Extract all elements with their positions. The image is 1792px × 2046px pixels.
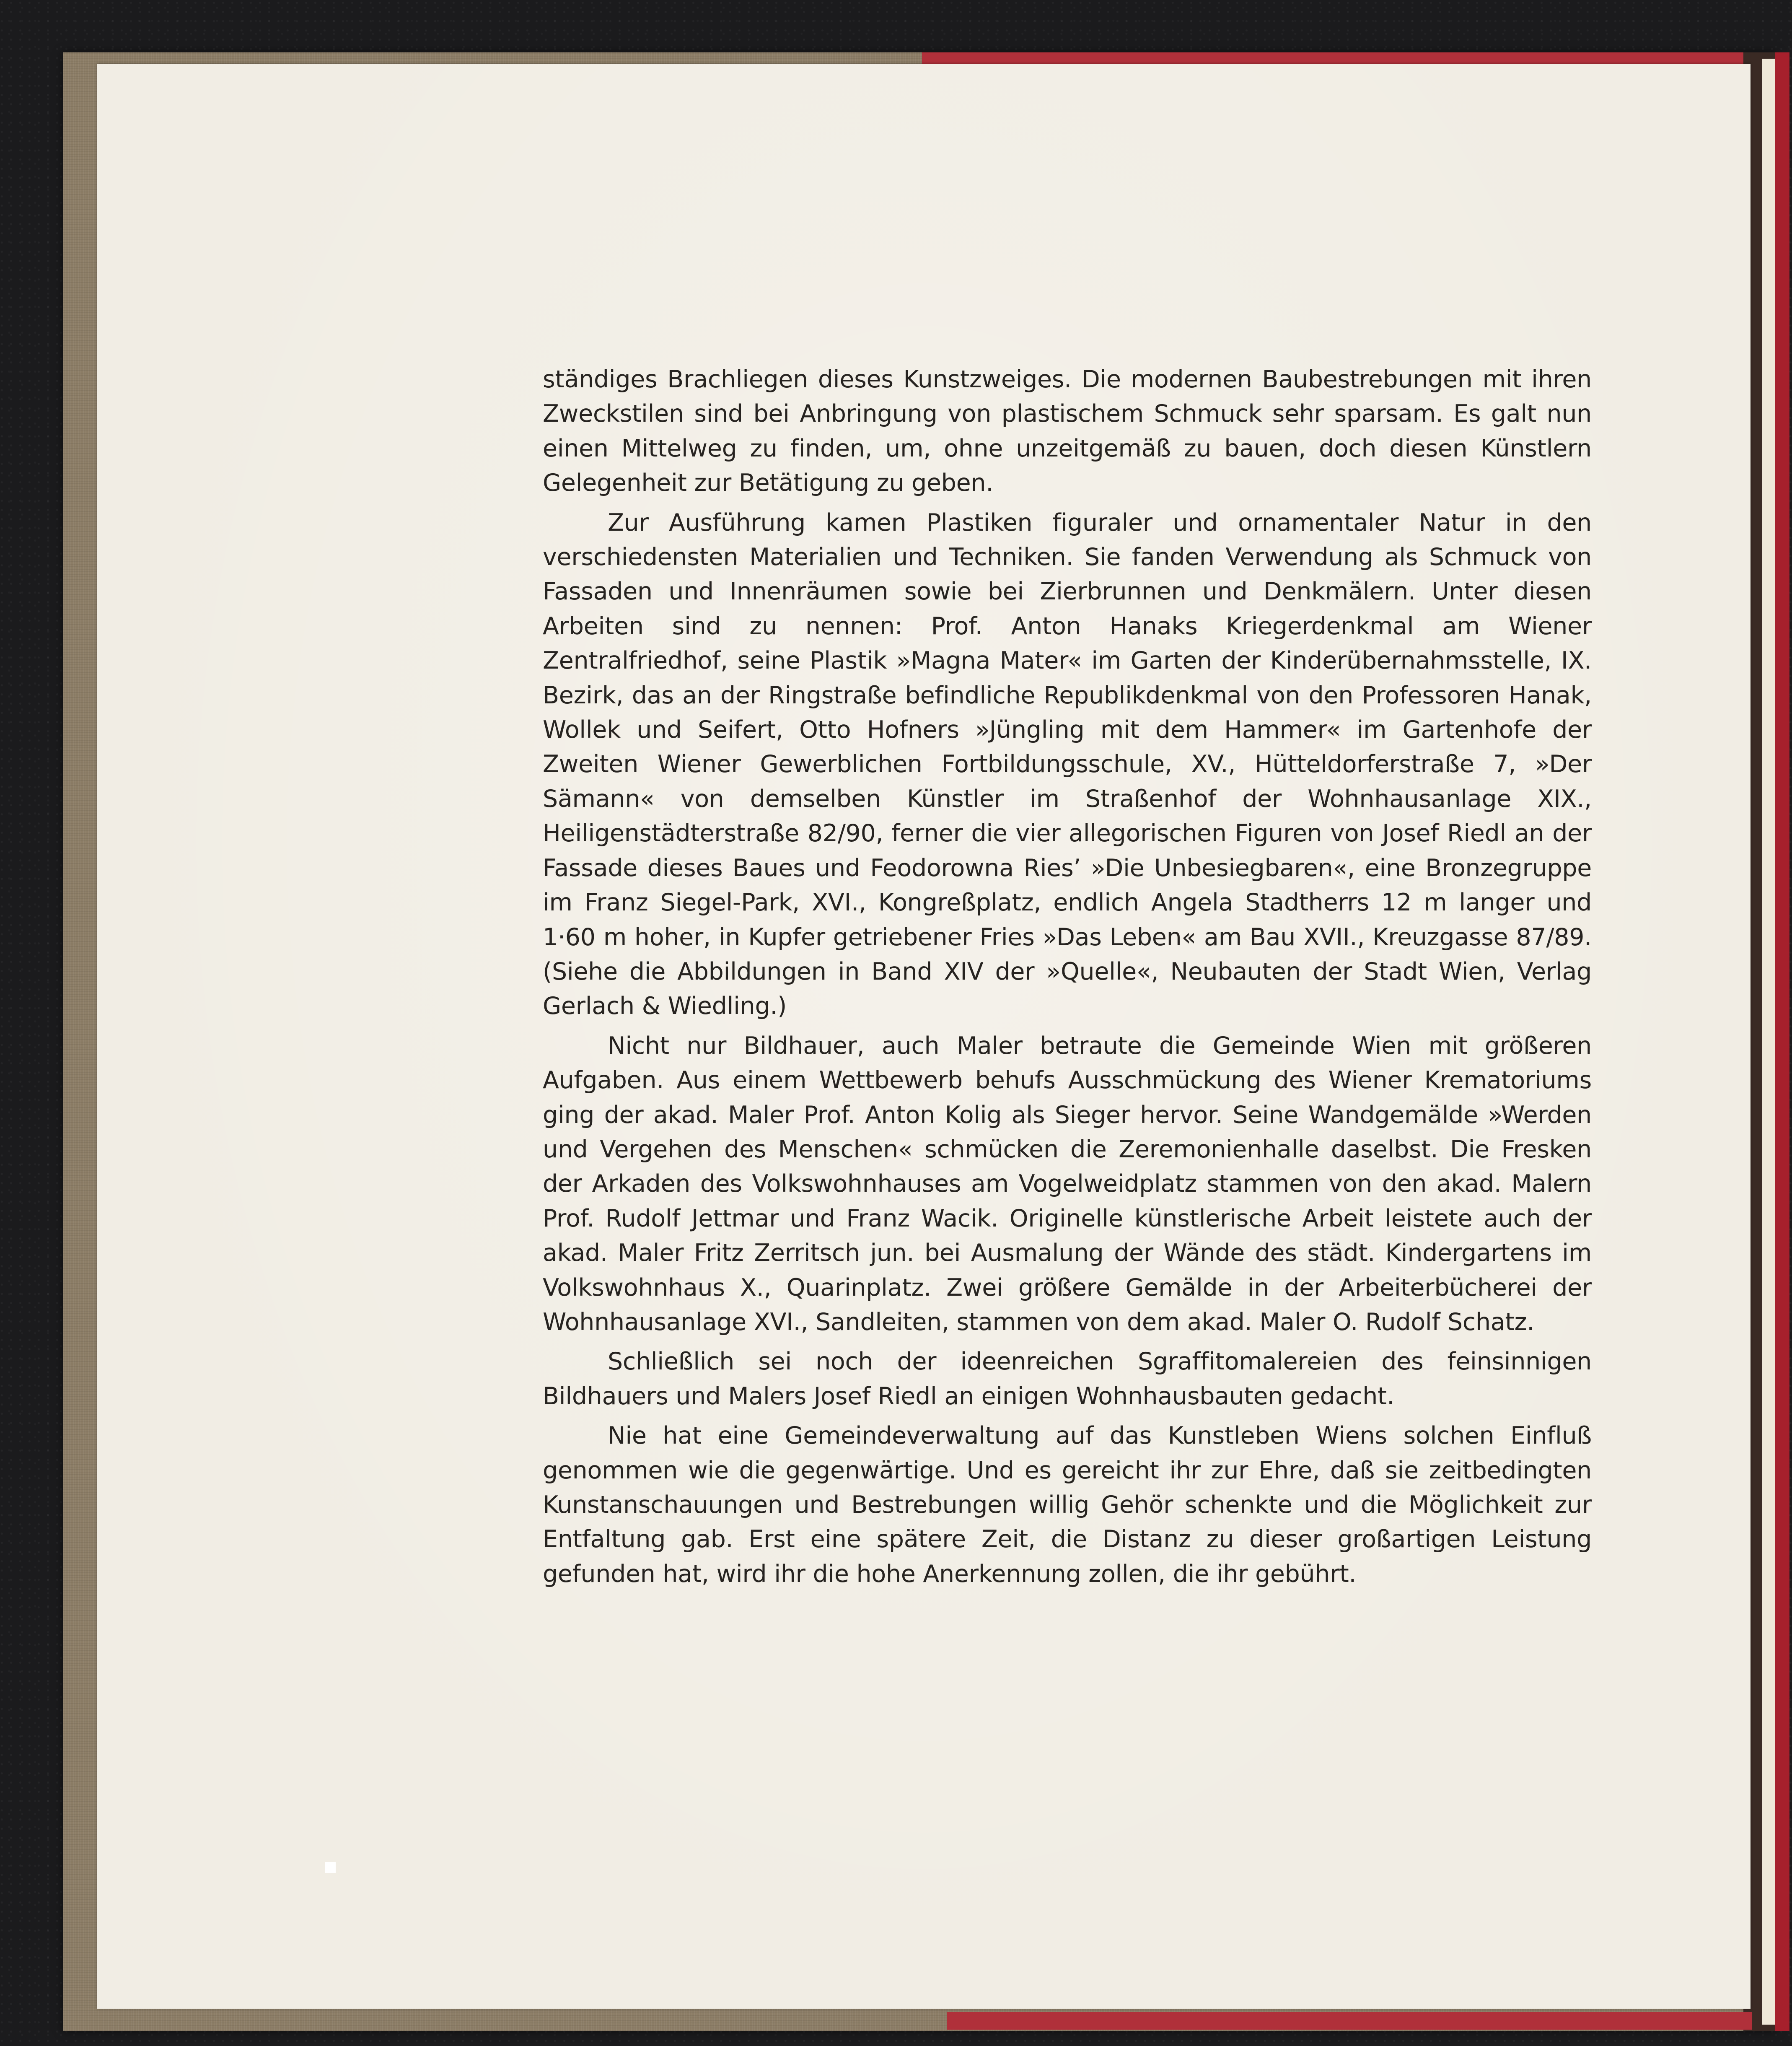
paragraph-4: Schließlich sei noch der ideenreichen Sgraffitomalereien des feinsinnigen Bildhauers und Malers Josef Riedl an einigen Wohnhausbauten gedacht. [543, 1348, 1592, 1410]
book-page [97, 64, 1751, 2009]
cover-red-edge-bottom [947, 2012, 1752, 2030]
paragraph-5: Nie hat eine Gemeindeverwaltung auf das Kunstleben Wiens solchen Einfluß genommen wie die gegenwärtige. Und es gereicht ihr zur Ehre, daß sie zeitbedingten Kunstanschauungen und Bestrebungen willig Gehör schenkte und die Möglichkeit zur Entfaltung gab. Erst eine spätere Zeit, die Distanz zu dieser großartigen Leistung gefunden hat, wird ihr die hohe Anerkennung zollen, die ihr gebührt. [543, 1422, 1592, 1588]
paragraph-1: ständiges Brachliegen dieses Kunstzweiges. Die modernen Baubestrebungen mit ihren Zweckstilen sind bei Anbringung von plastischem Schmuck sehr sparsam. Es galt nun einen Mittelweg zu finden, um, ohne unzeitgemäß zu bauen, doch diesen Künstlern Gelegenheit zur Betätigung zu geben. [543, 366, 1592, 497]
page-speck [325, 1862, 336, 1873]
paragraph-2: Zur Ausführung kamen Plastiken figuraler und ornamentaler Natur in den verschiedensten Materialien und Techniken. Sie fanden Verwendung als Schmuck von Fassaden und Innenräumen sowie bei Zierbrunnen und Denkmälern. Unter diesen Arbeiten sind zu nennen: Prof. Anton Hanaks Kriegerdenkmal am Wiener Zentralfriedhof, seine Plastik »Magna Mater« im Garten der Kinderübernahmsstelle, IX. Bezirk, das an der Ringstraße befindliche Republikdenkmal von den Professoren Hanak, Wollek und Seifert, Otto Hofners »Jüngling mit dem Hammer« im Gartenhofe der Zweiten Wiener Gewerblichen Fortbildungsschule, XV., Hütteldorferstraße 7, »Der Sämann« von demselben Künstler im Straßenhof der Wohnhausanlage XIX., Heiligenstädterstraße 82/90, ferner die vier allegorischen Figuren von Josef Riedl an der Fassade dieses Baues und Feodorowna Ries’ »Die Unbesiegbaren«, eine Bronzegruppe im Franz Siegel-Park, XVI., Kongreßplatz, endlich Angela Stadtherrs 12 m langer und 1·60 m hoher, in Kupfer getriebener Fries »Das Leben« am Bau XVII., Kreuzgasse 87/89. (Siehe die Abbildungen in Band XIV der »Quelle«, Neubauten der Stadt Wien, Verlag Gerlach & Wiedling.) [543, 508, 1592, 1020]
body-text [543, 362, 1592, 1596]
red-spine-right [1775, 52, 1789, 2031]
paragraph-3: Nicht nur Bildhauer, auch Maler betraute die Gemeinde Wien mit größeren Aufgaben. Aus einem Wettbewerb behufs Ausschmückung des Wiener Krematoriums ging der akad. Maler Prof. Anton Kolig als Sieger hervor. Seine Wandgemälde »Werden und Vergehen des Menschen« schmücken die Zeremonienhalle daselbst. Die Fresken der Arkaden des Volkswohnhauses am Vogelweidplatz stammen von den akad. Malern Prof. Rudolf Jettmar und Franz Wacik. Originelle künstlerische Arbeit leistete auch der akad. Maler Fritz Zerritsch jun. bei Ausmalung der Wände des städt. Kindergartens im Volkswohnhaus X., Quarinplatz. Zwei größere Gemälde in der Arbeiterbücherei der Wohnhausanlage XVI., Sandleiten, stammen von dem akad. Maler O. Rudolf Schatz. [543, 1032, 1592, 1336]
